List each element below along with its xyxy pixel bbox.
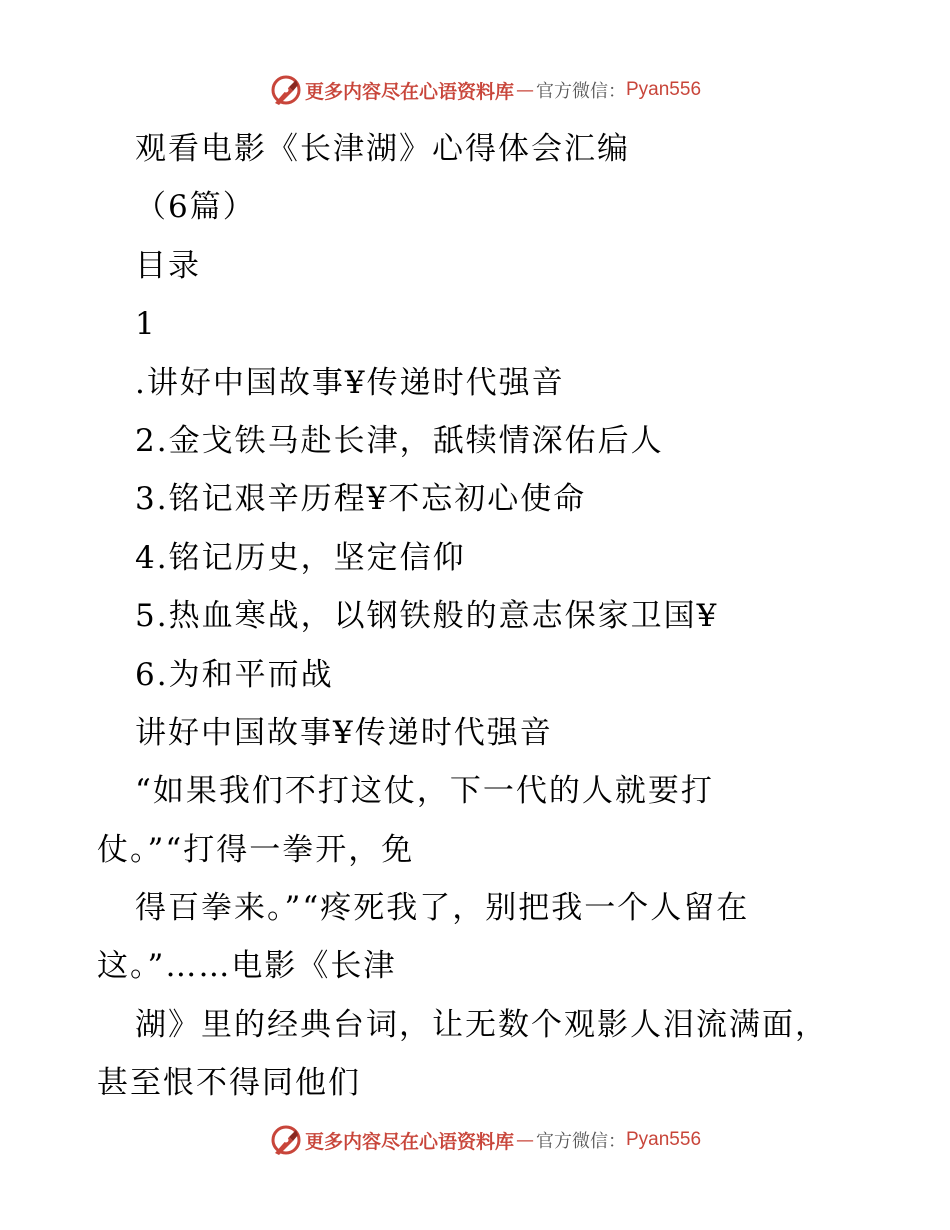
paragraph-line: 仗。”“打得一拳开，免 [97, 831, 415, 868]
watermark-content [269, 73, 701, 107]
watermark-wechat-label: 官方微信： [536, 81, 626, 102]
watermark-content [269, 1123, 701, 1157]
toc-item: 5.热血寒战，以钢铁般的意志保家卫国¥ [135, 598, 719, 635]
document-title: 观看电影《长津湖》心得体会汇编 [135, 131, 630, 167]
watermark-site-text: 更多内容尽在心语资料库 [304, 1130, 514, 1153]
watermark-wechat-label: 官方微信： [536, 1131, 626, 1152]
paragraph-line: 得百拳来。”“疼死我了，别把我一个人留在 [135, 890, 750, 927]
toc-item: 4.铭记历史，坚定信仰 [135, 539, 466, 576]
watermark-wechat-id: Pyan556 [626, 79, 702, 100]
watermark-banner-bottom [0, 1122, 950, 1158]
watermark-wechat-id: Pyan556 [626, 1129, 702, 1150]
watermark-site-text: 更多内容尽在心语资料库 [304, 80, 514, 103]
pen-logo-icon [269, 1123, 303, 1157]
paragraph-line: 湖》里的经典台词，让无数个观影人泪流满面， [135, 1006, 828, 1043]
document-subtitle: （6篇） [135, 189, 256, 226]
section-heading: 讲好中国故事¥传递时代强音 [135, 714, 553, 751]
toc-item: 6.为和平而战 [135, 656, 334, 693]
watermark-separator: — [516, 1129, 534, 1151]
paragraph-line: 甚至恨不得同他们 [97, 1065, 361, 1102]
pen-logo-icon [269, 73, 303, 107]
paragraph-line: “如果我们不打这仗，下一代的人就要打 [135, 773, 714, 810]
toc-item: 1 [135, 306, 157, 343]
watermark-separator: — [516, 79, 534, 101]
watermark-banner-top [0, 72, 950, 108]
paragraph-line: 这。”……电影《长津 [97, 948, 397, 985]
toc-item: 2.金戈铁马赴长津，舐犊情深佑后人 [135, 422, 664, 459]
toc-heading: 目录 [135, 247, 201, 284]
toc-item: .讲好中国故事¥传递时代强音 [135, 364, 565, 401]
toc-item: 3.铭记艰辛历程¥不忘初心使命 [135, 481, 587, 518]
document-body [97, 120, 857, 1113]
